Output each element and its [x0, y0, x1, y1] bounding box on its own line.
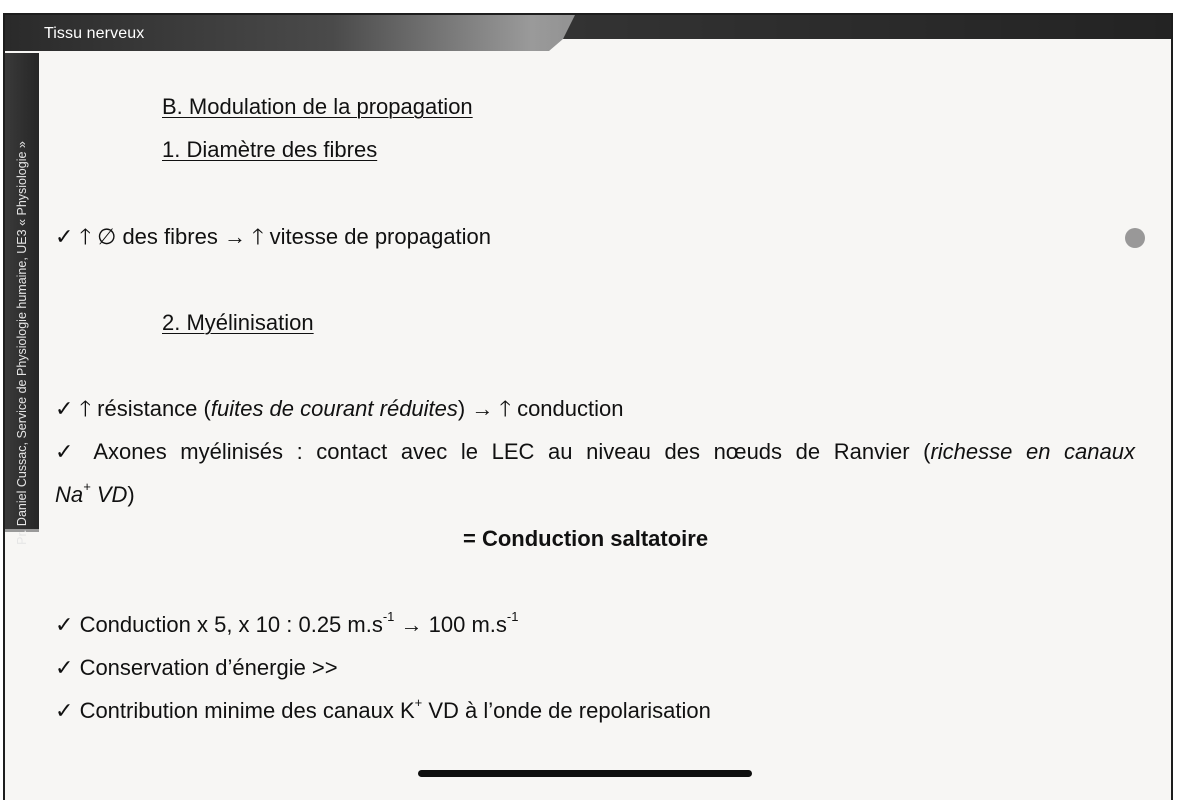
superscript: + — [83, 478, 91, 494]
bullet-energie — [55, 655, 338, 681]
bullet-text: Conservation d’énergie >> — [79, 655, 338, 680]
arrow-right-icon: → — [223, 224, 246, 249]
bullet-text: VD à l’onde de repolarisation — [422, 698, 711, 723]
saltatoire-heading: = Conduction saltatoire — [463, 526, 709, 551]
bullet-diameter — [55, 224, 491, 250]
arrow-up-icon: 🡑 — [499, 396, 511, 421]
check-icon: ✓ — [55, 612, 74, 637]
subsection-title-1: 1. Diamètre des fibres — [162, 137, 378, 162]
bullet-italic-text: Na — [55, 482, 84, 507]
arrow-right-icon: → — [471, 396, 494, 421]
home-indicator[interactable] — [418, 770, 752, 777]
bullet-italic-text: VD — [90, 482, 128, 507]
bullet-text: Axones myélinisés : contact avec le LEC au niveau des nœuds de Ranvier ( — [93, 439, 931, 464]
bullet-conduction — [55, 608, 519, 638]
bullet-text: vitesse de propagation — [269, 224, 492, 249]
bullet-canaux-k — [55, 694, 711, 724]
sidebar-credit: Pr. Daniel Cussac, Service de Physiologie humaine, UE3 « Physiologie » — [15, 141, 29, 545]
bullet-text: ) — [457, 396, 466, 421]
bullet-text: Contribution minime des canaux K — [79, 698, 415, 723]
superscript: + — [414, 694, 423, 710]
bullet-axones-continued — [55, 478, 135, 508]
check-icon: ✓ — [55, 224, 74, 249]
arrow-right-icon: → — [400, 612, 423, 637]
check-icon: ✓ — [55, 439, 81, 464]
slide-content — [5, 15, 1173, 800]
bullet-text: des fibres — [122, 224, 218, 249]
check-icon: ✓ — [55, 655, 74, 680]
header-title: Tissu nerveux — [44, 25, 145, 42]
bullet-text: ) — [127, 482, 135, 507]
bullet-text: conduction — [517, 396, 624, 421]
check-icon: ✓ — [55, 698, 74, 723]
superscript: -1 — [382, 608, 395, 624]
section-title-b: B. Modulation de la propagation — [162, 94, 473, 119]
bullet-italic-text: fuites de courant réduites — [210, 396, 458, 421]
arrow-up-icon: 🡑 — [79, 224, 92, 249]
empty-set-icon: ∅ — [97, 224, 117, 249]
arrow-up-icon: 🡑 — [79, 396, 92, 421]
arrow-up-icon: 🡑 — [252, 224, 264, 249]
superscript: -1 — [506, 608, 519, 624]
bullet-text: résistance ( — [97, 396, 211, 421]
subsection-title-2: 2. Myélinisation — [162, 310, 314, 335]
bullet-text: 100 m.s — [428, 612, 507, 637]
pointer-dot — [1125, 228, 1145, 248]
bullet-axones — [55, 439, 1135, 465]
bullet-resistance — [55, 396, 623, 422]
slide-frame — [3, 13, 1173, 800]
bullet-italic-text: richesse en canaux — [930, 439, 1135, 464]
check-icon: ✓ — [55, 396, 74, 421]
bullet-text: Conduction x 5, x 10 : 0.25 m.s — [79, 612, 383, 637]
